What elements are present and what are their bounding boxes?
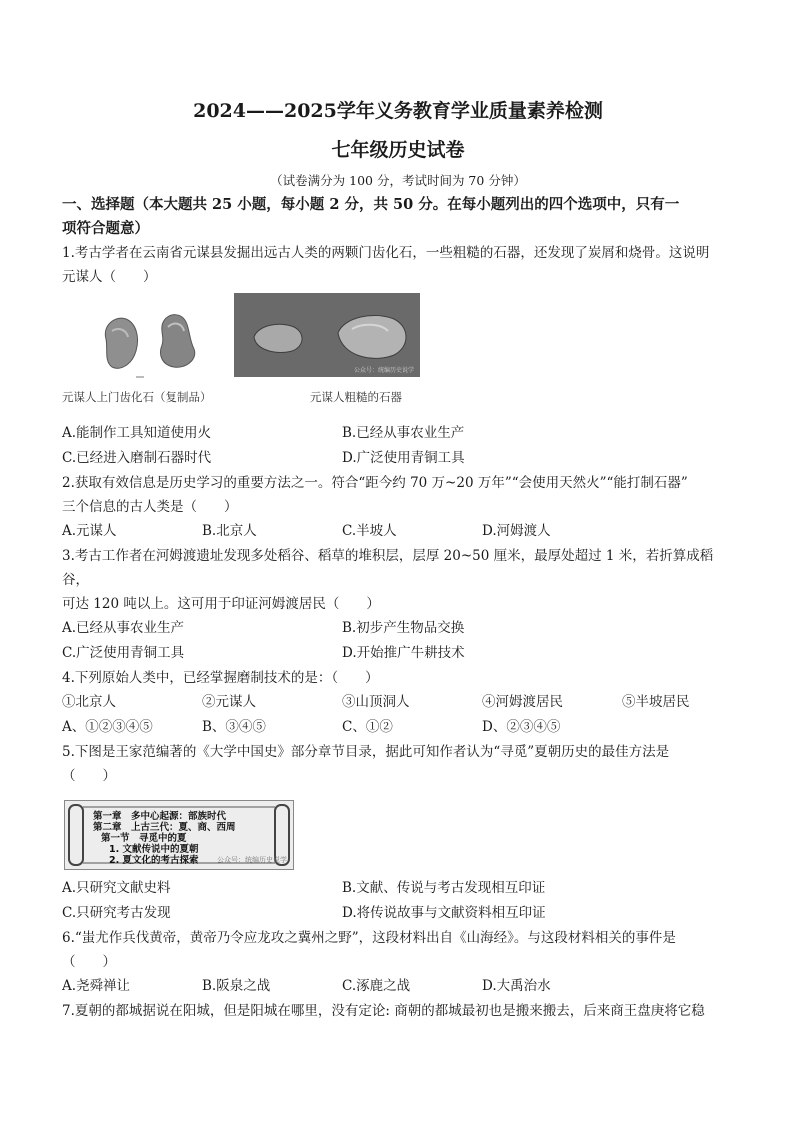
question-5-line2: （ ） (62, 768, 116, 784)
stone-tools-caption: 元谋人粗糙的石器 (310, 390, 402, 404)
option-d[interactable]: D.河姆渡人 (482, 523, 551, 539)
option-b[interactable]: B.初步产生物品交换 (342, 620, 465, 636)
question-3-options (62, 616, 734, 666)
toc-scroll-image (64, 800, 294, 870)
question-1 (62, 241, 734, 289)
question-5 (62, 740, 734, 788)
question-2-line2: 三个信息的古人类是（ ） (62, 499, 238, 515)
option-a[interactable]: A.已经从事农业生产 (62, 620, 185, 636)
option-b[interactable]: B.阪泉之战 (202, 978, 271, 994)
stone-tools-image (234, 293, 420, 377)
exam-note: （试卷满分为 100 分，考试时间为 70 分钟） (270, 173, 526, 188)
teeth-fossil-image (66, 301, 216, 381)
option-d[interactable]: D.开始推广牛耕技术 (342, 645, 465, 661)
option-c[interactable]: C.只研究考古发现 (62, 905, 171, 921)
option-a[interactable]: A、①②③④⑤ (62, 719, 153, 735)
teeth-fossil-caption: 元谋人上门齿化石（复制品） (62, 390, 212, 404)
option-c[interactable]: C.半坡人 (342, 523, 397, 539)
toc-watermark: 公众号：统编历史说学 (217, 856, 287, 864)
question-7-line1: 7.夏朝的都城据说在阳城，但是阳城在哪里，没有定论: 商朝的都城最初也是搬来搬去，后来商王盘庚将它稳 (62, 1003, 705, 1019)
question-4 (62, 666, 734, 690)
option-d[interactable]: D.大禹治水 (482, 978, 551, 994)
item-2: ②元谋人 (202, 694, 256, 710)
option-c[interactable]: C.已经进入磨制石器时代 (62, 450, 212, 466)
question-5-line1: 5.下图是王家范编著的《大学中国史》部分章节目录，据此可知作者认为“寻觅”夏朝历史的最佳方法是 (62, 744, 670, 760)
toc-line-3: 第一节 寻觅中的夏 (101, 833, 187, 844)
question-7 (62, 999, 734, 1023)
option-d[interactable]: D.将传说故事与文献资料相互印证 (342, 905, 546, 921)
item-1: ①北京人 (62, 694, 116, 710)
question-6-line2: （ ） (62, 954, 116, 970)
item-5: ⑤半坡居民 (622, 694, 690, 710)
question-1-figure (62, 293, 734, 415)
stone-tools-watermark: 公众号：统编历史说学 (354, 367, 415, 374)
toc-line-2: 第二章 上古三代：夏、商、西周 (93, 822, 236, 833)
question-3 (62, 544, 734, 616)
exam-page (62, 96, 734, 1023)
option-c[interactable]: C.涿鹿之战 (342, 978, 411, 994)
question-1-options (62, 421, 734, 471)
item-4: ④河姆渡居民 (482, 694, 563, 710)
question-3-line1: 3.考古工作者在河姆渡遗址发现多处稻谷、稻草的堆积层，层厚 20~50 厘米，最厚处超过 1 米，若折算成稻谷， (62, 548, 714, 588)
exam-subtitle: 七年级历史试卷 (331, 139, 465, 161)
section-heading (62, 193, 734, 241)
option-b[interactable]: B.北京人 (202, 523, 257, 539)
option-b[interactable]: B.文献、传说与考古发现相互印证 (342, 880, 546, 896)
exam-title: 2024——2025学年义务教育学业质量素养检测 (193, 100, 603, 122)
option-c[interactable]: C.广泛使用青铜工具 (62, 645, 185, 661)
question-5-options (62, 876, 734, 926)
option-a[interactable]: A.尧舜禅让 (62, 978, 131, 994)
question-6 (62, 926, 734, 974)
question-4-options (62, 715, 734, 740)
question-2-options (62, 519, 734, 544)
question-4-line1: 4.下列原始人类中，已经掌握磨制技术的是：（ ） (62, 670, 379, 686)
question-3-line2: 可达 120 吨以上。这可用于印证河姆渡居民（ ） (62, 596, 380, 612)
question-4-items (62, 690, 734, 715)
option-b[interactable]: B、③④⑤ (202, 719, 266, 735)
section-heading-line1: 一、选择题（本大题共 25 小题，每小题 2 分，共 50 分。在每小题列出的四个选项中，只有一 (62, 196, 680, 213)
toc-line-5: 2. 夏文化的考古探索 (109, 855, 199, 866)
question-6-options (62, 974, 734, 999)
option-a[interactable]: A.元谋人 (62, 523, 117, 539)
item-3: ③山顶洞人 (342, 694, 410, 710)
question-6-line1: 6.“蚩尤作兵伐黄帝，黄帝乃令应龙攻之冀州之野”，这段材料出自《山海经》。与这段材料相关的事件是 (62, 930, 676, 946)
question-2 (62, 471, 734, 519)
option-d[interactable]: D、②③④⑤ (482, 719, 561, 735)
option-c[interactable]: C、①② (342, 719, 393, 735)
question-1-line2: 元谋人（ ） (62, 269, 157, 285)
option-d[interactable]: D.广泛使用青铜工具 (342, 450, 465, 466)
section-heading-line2: 项符合题意） (62, 220, 149, 237)
option-a[interactable]: A.只研究文献史料 (62, 880, 171, 896)
toc-line-4: 1. 文献传说中的夏朝 (109, 844, 199, 855)
question-2-line1: 2.获取有效信息是历史学习的重要方法之一。符合“距今约 70 万~20 万年”“会使用天然火”“能打制石器” (62, 475, 688, 491)
option-a[interactable]: A.能制作工具知道使用火 (62, 425, 212, 441)
question-5-figure (62, 792, 734, 874)
toc-line-1: 第一章 多中心起源：部族时代 (93, 811, 227, 822)
option-b[interactable]: B.已经从事农业生产 (342, 425, 465, 441)
question-1-line1: 1.考古学者在云南省元谋县发掘出远古人类的两颗门齿化石，一些粗糙的石器，还发现了炭屑和烧骨。这说明 (62, 245, 710, 261)
